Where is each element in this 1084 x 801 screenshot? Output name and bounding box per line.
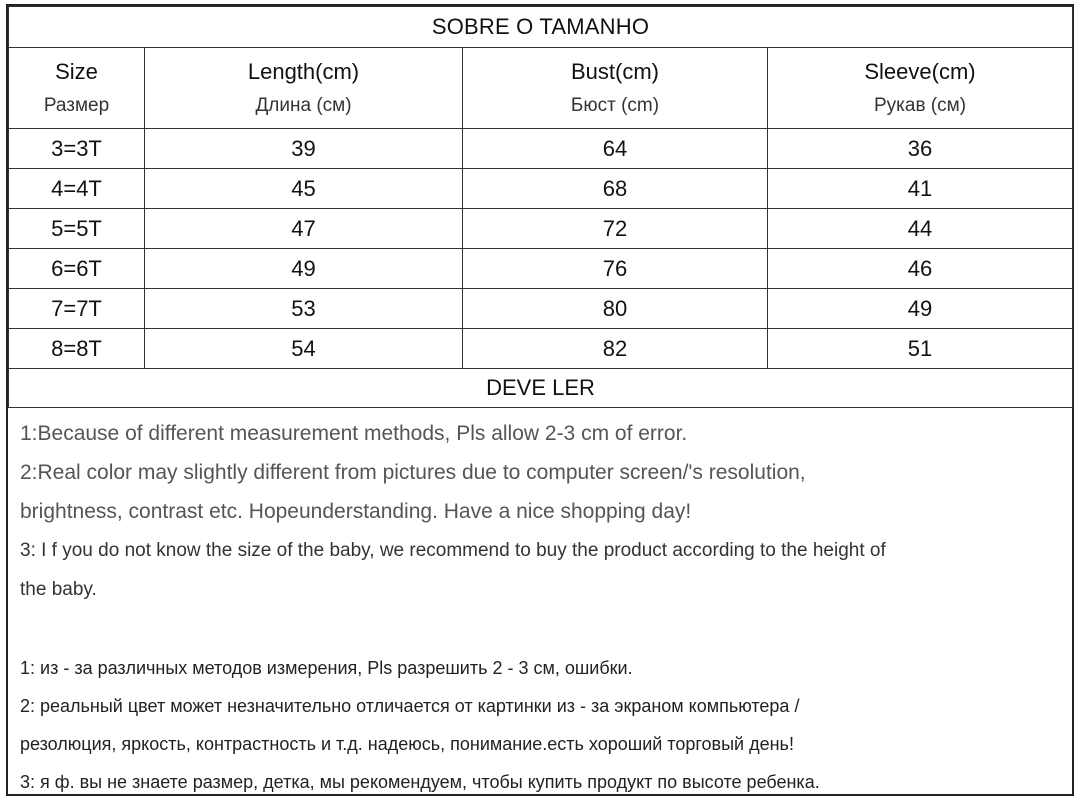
table-row: [9, 249, 1073, 289]
cell-bust: 80: [463, 289, 768, 329]
cell-length: 54: [145, 329, 463, 369]
cell-bust: 72: [463, 209, 768, 249]
cell-bust: 76: [463, 249, 768, 289]
notes-title: DEVE LER: [9, 369, 1073, 408]
header-size-ru: Размер: [43, 95, 110, 116]
cell-length: 53: [145, 289, 463, 329]
size-chart: [6, 4, 1074, 796]
header-size: [9, 48, 145, 129]
note-en-3: 3: I f you do not know the size of the baby, we recommend to buy the product according to the height of: [20, 540, 886, 561]
table-row: [9, 289, 1073, 329]
cell-bust: 82: [463, 329, 768, 369]
note-ru-2-cont: резолюция, яркость, контрастность и т.д. надеюсь, понимание.есть хороший торговый день!: [20, 734, 794, 754]
cell-length: 47: [145, 209, 463, 249]
cell-size: 3=3T: [9, 129, 145, 169]
cell-sleeve: 46: [768, 249, 1073, 289]
cell-size: 8=8T: [9, 329, 145, 369]
cell-size: 7=7T: [9, 289, 145, 329]
cell-sleeve: 41: [768, 169, 1073, 209]
header-sleeve-en: Sleeve(cm): [864, 59, 976, 84]
note-ru-3: 3: я ф. вы не знаете размер, детка, мы рекомендуем, чтобы купить продукт по высоте ребенка.: [20, 772, 820, 792]
cell-sleeve: 44: [768, 209, 1073, 249]
note-en-1: 1:Because of different measurement methods, Pls allow 2-3 cm of error.: [20, 422, 688, 445]
notes-title-row: [9, 369, 1073, 408]
table-row: [9, 169, 1073, 209]
header-sleeve: [768, 48, 1073, 129]
cell-length: 45: [145, 169, 463, 209]
notes-section: [8, 408, 1072, 801]
header-row: [9, 48, 1073, 129]
cell-sleeve: 36: [768, 129, 1073, 169]
header-length-en: Length(cm): [247, 59, 360, 84]
note-en-3-cont: the baby.: [20, 579, 97, 600]
cell-sleeve: 49: [768, 289, 1073, 329]
header-bust: [463, 48, 768, 129]
table-row: [9, 329, 1073, 369]
table-title: SOBRE O TAMANHO: [9, 7, 1073, 48]
header-length-ru: Длина (см): [255, 95, 352, 116]
header-bust-en: Bust(cm): [571, 59, 659, 84]
table-title-row: [9, 7, 1073, 48]
cell-size: 6=6T: [9, 249, 145, 289]
note-ru-1: 1: из - за различных методов измерения, Pls разрешить 2 - 3 см, ошибки.: [20, 658, 633, 678]
header-bust-ru: Бюст (cm): [570, 95, 660, 116]
note-en-2: 2:Real color may slightly different from pictures due to computer screen/'s resolution,: [20, 461, 806, 484]
cell-size: 4=4T: [9, 169, 145, 209]
header-length: [145, 48, 463, 129]
notes-spacer: [20, 609, 1060, 649]
cell-length: 49: [145, 249, 463, 289]
note-ru-2: 2: реальный цвет может незначительно отличается от картинки из - за экраном компьютера /: [20, 696, 800, 716]
cell-sleeve: 51: [768, 329, 1073, 369]
cell-size: 5=5T: [9, 209, 145, 249]
table-row: [9, 129, 1073, 169]
cell-bust: 64: [463, 129, 768, 169]
table-row: [9, 209, 1073, 249]
size-table: [8, 6, 1073, 408]
note-en-2-cont: brightness, contrast etc. Hopeunderstanding. Have a nice shopping day!: [20, 500, 692, 523]
cell-bust: 68: [463, 169, 768, 209]
header-sleeve-ru: Рукав (см): [873, 95, 967, 116]
header-size-en: Size: [55, 59, 98, 84]
cell-length: 39: [145, 129, 463, 169]
